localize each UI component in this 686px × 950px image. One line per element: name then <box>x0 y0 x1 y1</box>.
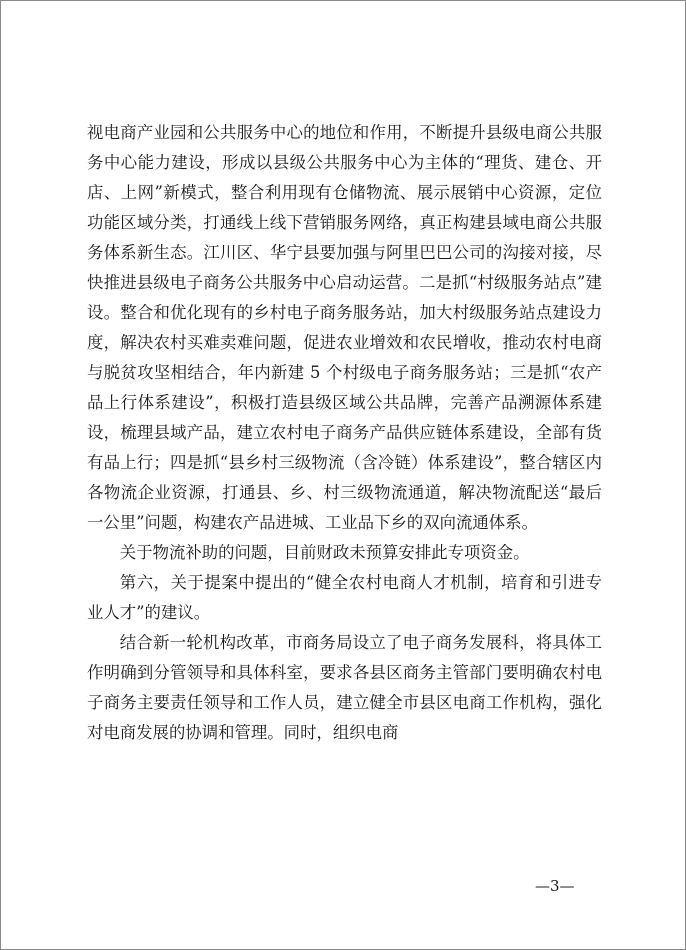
paragraph-logistics-subsidy: 关于物流补助的问题，目前财政未预算安排此专项资金。 <box>119 543 530 562</box>
document-body <box>87 118 602 748</box>
paragraph-sixth-proposal: 第六，关于提案中提出的“健全农村电商人才机制，培育和引进专业人才”的建议。 <box>87 573 602 622</box>
page-number: —3— <box>535 877 575 895</box>
paragraph-continuation: 视电商产业园和公共服务中心的地位和作用，不断提升县级电商公共服务中心能力建设，形成以县级公共服务中心为主体的“理货、建仓、开店、上网”新模式，整合利用现有仓储物流、展示展销中心资源，定位功能区域分类，打通线上线下营销服务网络，真正构建县域电商公共服务体系新生态。江川区、华宁县要加强与阿里巴巴公司的沟接对接，尽快推进县级电子商务公共服务中心启动运营。二是抓“村级服务站点”建设。整合和优化现有的乡村电子商务服务站，加大村级服务站点建设力度，解决农村买难卖难问题，促进农业增效和农民增收，推动农村电商与脱贫攻坚相结合，年内新建 5 个村级电子商务服务站；三是抓“农产品上行体系建设”，积极打造县级区域公共品牌，完善产品溯源体系建设，梳理县域产品，建立农村电子商务产品供应链体系建设，全部有货有品上行；四是抓“县乡村三级物流（含冷链）体系建设”，整合辖区内各物流企业资源，打通县、乡、村三级物流通道，解决物流配送“最后一公里”问题，构建农产品进城、工业品下乡的双向流通体系。 <box>87 123 602 532</box>
paragraph-institution-reform: 结合新一轮机构改革，市商务局设立了电子商务发展科，将具体工作明确到分管领导和具体科室，要求各县区商务主管部门要明确农村电子商务主要责任领导和工作人员，建立健全市县区电商工作机构，强化对电商发展的协调和管理。同时，组织电商 <box>87 633 602 742</box>
